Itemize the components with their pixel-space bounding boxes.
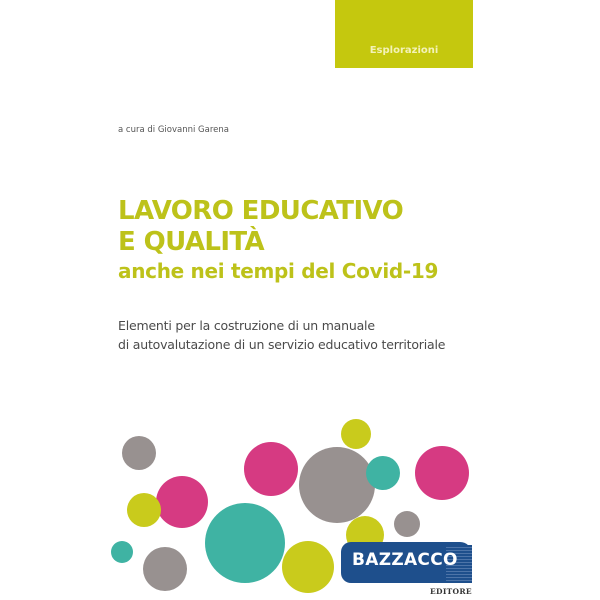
publisher-logo — [341, 542, 472, 583]
grey-circle — [122, 436, 156, 470]
book-subtitle — [118, 316, 445, 354]
title-line-1: LAVORO EDUCATIVO — [118, 196, 404, 226]
yellow-circle — [341, 419, 371, 449]
grey-circle — [394, 511, 420, 537]
yellow-circle — [127, 493, 161, 527]
publisher-name: BAZZACCO — [352, 550, 458, 570]
title-line-2: E QUALITÀ — [118, 227, 265, 257]
series-banner — [335, 0, 473, 68]
teal-circle — [366, 456, 400, 490]
pink-circle — [415, 446, 469, 500]
title-line-3: anche nei tempi del Covid-19 — [118, 259, 439, 283]
grey-circle — [299, 447, 375, 523]
editor-credit: a cura di Giovanni Garena — [118, 125, 229, 135]
pink-circle — [156, 476, 208, 528]
teal-circle — [205, 503, 285, 583]
series-label: Esplorazioni — [369, 45, 439, 56]
publisher-subtitle: EDITORE — [430, 587, 472, 596]
book-title — [118, 196, 438, 283]
teal-circle — [111, 541, 133, 563]
pink-circle — [244, 442, 298, 496]
grey-circle — [143, 547, 187, 591]
yellow-circle — [282, 541, 334, 593]
subtitle-line-2: di autovalutazione di un servizio educativo territoriale — [118, 337, 446, 352]
subtitle-line-1: Elementi per la costruzione di un manuale — [118, 318, 375, 333]
